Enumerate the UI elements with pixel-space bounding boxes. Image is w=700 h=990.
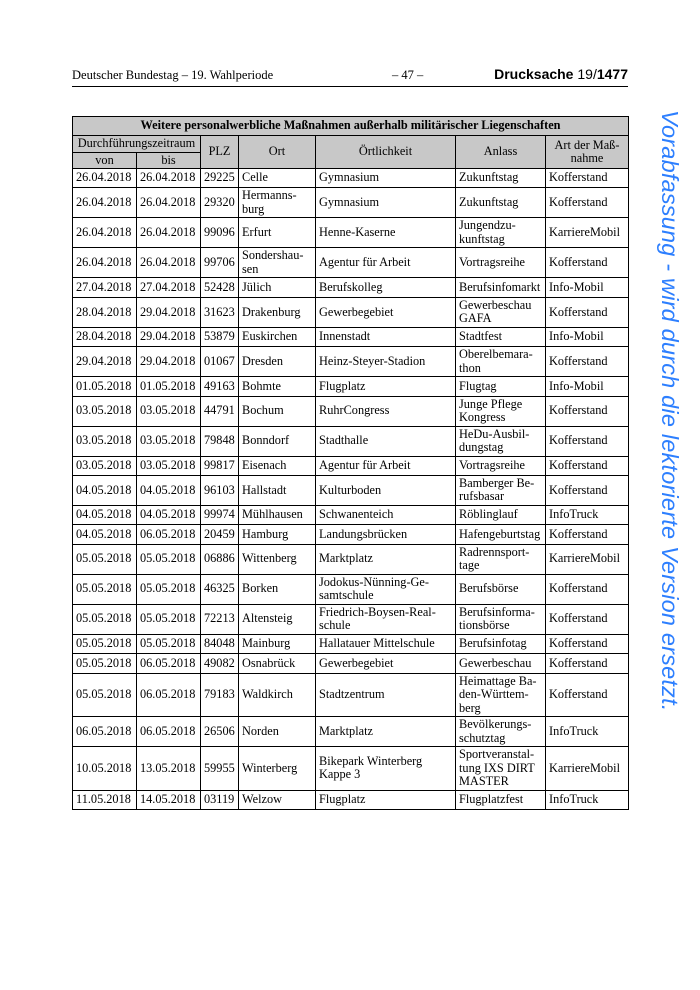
location-cell: Gewerbegebiet bbox=[316, 297, 456, 327]
plz-cell: 99706 bbox=[201, 248, 239, 278]
type-cell: Kofferstand bbox=[546, 654, 629, 673]
date-from-cell: 05.05.2018 bbox=[73, 634, 137, 653]
date-to-cell: 03.05.2018 bbox=[137, 456, 201, 475]
location-cell: Agentur für Arbeit bbox=[316, 248, 456, 278]
date-from-cell: 26.04.2018 bbox=[73, 218, 137, 248]
ort-cell: Wittenberg bbox=[239, 544, 316, 574]
date-to-cell: 03.05.2018 bbox=[137, 396, 201, 426]
table-row bbox=[73, 248, 629, 278]
table-row bbox=[73, 475, 629, 505]
type-cell: InfoTruck bbox=[546, 790, 629, 809]
table-row bbox=[73, 188, 629, 218]
plz-cell: 99974 bbox=[201, 505, 239, 524]
date-to-cell: 27.04.2018 bbox=[137, 278, 201, 297]
plz-cell: 46325 bbox=[201, 574, 239, 604]
plz-cell: 26506 bbox=[201, 717, 239, 747]
ort-cell: Bonndorf bbox=[239, 426, 316, 456]
col-header-occasion: Anlass bbox=[456, 136, 546, 169]
ort-cell: Erfurt bbox=[239, 218, 316, 248]
date-from-cell: 28.04.2018 bbox=[73, 327, 137, 346]
date-from-cell: 01.05.2018 bbox=[73, 377, 137, 396]
occasion-cell: Bamberger Be-rufsbasar bbox=[456, 475, 546, 505]
occasion-cell: Junge Pflege Kongress bbox=[456, 396, 546, 426]
type-cell: Kofferstand bbox=[546, 426, 629, 456]
date-from-cell: 26.04.2018 bbox=[73, 169, 137, 188]
header-number: 1477 bbox=[596, 66, 628, 82]
plz-cell: 96103 bbox=[201, 475, 239, 505]
date-to-cell: 05.05.2018 bbox=[137, 574, 201, 604]
table-row bbox=[73, 218, 629, 248]
type-cell: Kofferstand bbox=[546, 634, 629, 653]
occasion-cell: HeDu-Ausbil-dungstag bbox=[456, 426, 546, 456]
type-cell: Info-Mobil bbox=[546, 278, 629, 297]
date-to-cell: 05.05.2018 bbox=[137, 634, 201, 653]
type-cell: InfoTruck bbox=[546, 505, 629, 524]
ort-cell: Celle bbox=[239, 169, 316, 188]
plz-cell: 53879 bbox=[201, 327, 239, 346]
ort-cell: Winterberg bbox=[239, 747, 316, 791]
ort-cell: Bochum bbox=[239, 396, 316, 426]
ort-cell: Hallstadt bbox=[239, 475, 316, 505]
occasion-cell: Zukunftstag bbox=[456, 188, 546, 218]
occasion-cell: Stadtfest bbox=[456, 327, 546, 346]
table-row bbox=[73, 544, 629, 574]
plz-cell: 31623 bbox=[201, 297, 239, 327]
date-from-cell: 10.05.2018 bbox=[73, 747, 137, 791]
table-row bbox=[73, 377, 629, 396]
date-from-cell: 03.05.2018 bbox=[73, 456, 137, 475]
ort-cell: Hamburg bbox=[239, 525, 316, 544]
ort-cell: Drakenburg bbox=[239, 297, 316, 327]
location-cell: Marktplatz bbox=[316, 544, 456, 574]
date-to-cell: 04.05.2018 bbox=[137, 475, 201, 505]
occasion-cell: Zukunftstag bbox=[456, 169, 546, 188]
date-to-cell: 26.04.2018 bbox=[137, 169, 201, 188]
occasion-cell: Heimattage Ba-den-Württem-berg bbox=[456, 673, 546, 717]
plz-cell: 06886 bbox=[201, 544, 239, 574]
date-from-cell: 05.05.2018 bbox=[73, 604, 137, 634]
location-cell: Gymnasium bbox=[316, 169, 456, 188]
date-from-cell: 05.05.2018 bbox=[73, 673, 137, 717]
location-cell: Agentur für Arbeit bbox=[316, 456, 456, 475]
ort-cell: Waldkirch bbox=[239, 673, 316, 717]
table-row bbox=[73, 456, 629, 475]
plz-cell: 49163 bbox=[201, 377, 239, 396]
plz-cell: 72213 bbox=[201, 604, 239, 634]
date-to-cell: 05.05.2018 bbox=[137, 604, 201, 634]
table-row bbox=[73, 525, 629, 544]
location-cell: Henne-Kaserne bbox=[316, 218, 456, 248]
plz-cell: 01067 bbox=[201, 347, 239, 377]
type-cell: Kofferstand bbox=[546, 525, 629, 544]
table-row bbox=[73, 169, 629, 188]
type-cell: Kofferstand bbox=[546, 673, 629, 717]
date-from-cell: 04.05.2018 bbox=[73, 505, 137, 524]
table-row bbox=[73, 790, 629, 809]
date-to-cell: 29.04.2018 bbox=[137, 327, 201, 346]
plz-cell: 52428 bbox=[201, 278, 239, 297]
ort-cell: Mühlhausen bbox=[239, 505, 316, 524]
measures-table bbox=[72, 116, 629, 810]
type-cell: Kofferstand bbox=[546, 396, 629, 426]
plz-cell: 79848 bbox=[201, 426, 239, 456]
date-to-cell: 01.05.2018 bbox=[137, 377, 201, 396]
location-cell: Berufskolleg bbox=[316, 278, 456, 297]
date-from-cell: 26.04.2018 bbox=[73, 188, 137, 218]
plz-cell: 49082 bbox=[201, 654, 239, 673]
location-cell: Friedrich-Boysen-Real-schule bbox=[316, 604, 456, 634]
occasion-cell: Berufsinfotag bbox=[456, 634, 546, 653]
type-cell: Info-Mobil bbox=[546, 327, 629, 346]
location-cell: Innenstadt bbox=[316, 327, 456, 346]
plz-cell: 03119 bbox=[201, 790, 239, 809]
date-to-cell: 26.04.2018 bbox=[137, 188, 201, 218]
plz-cell: 59955 bbox=[201, 747, 239, 791]
col-header-ort: Ort bbox=[239, 136, 316, 169]
page-header bbox=[72, 66, 628, 86]
table-title: Weitere personalwerbliche Maßnahmen außerhalb militärischer Liegenschaften bbox=[73, 117, 629, 136]
ort-cell: Norden bbox=[239, 717, 316, 747]
date-to-cell: 04.05.2018 bbox=[137, 505, 201, 524]
plz-cell: 29225 bbox=[201, 169, 239, 188]
occasion-cell: Jungendzu-kunftstag bbox=[456, 218, 546, 248]
header-publication: Deutscher Bundestag – 19. Wahlperiode bbox=[72, 68, 274, 82]
header-period: 19/ bbox=[577, 66, 597, 82]
location-cell: Stadtzentrum bbox=[316, 673, 456, 717]
col-header-to: bis bbox=[137, 152, 201, 169]
ort-cell: Dresden bbox=[239, 347, 316, 377]
plz-cell: 99096 bbox=[201, 218, 239, 248]
type-cell: Info-Mobil bbox=[546, 377, 629, 396]
ort-cell: Euskirchen bbox=[239, 327, 316, 346]
date-from-cell: 03.05.2018 bbox=[73, 396, 137, 426]
location-cell: RuhrCongress bbox=[316, 396, 456, 426]
type-cell: Kofferstand bbox=[546, 604, 629, 634]
date-from-cell: 03.05.2018 bbox=[73, 426, 137, 456]
col-header-type: Art der Maß-nahme bbox=[546, 136, 629, 169]
location-cell: Gewerbegebiet bbox=[316, 654, 456, 673]
date-to-cell: 06.05.2018 bbox=[137, 717, 201, 747]
ort-cell: Bohmte bbox=[239, 377, 316, 396]
location-cell: Stadthalle bbox=[316, 426, 456, 456]
date-to-cell: 05.05.2018 bbox=[137, 544, 201, 574]
table-row bbox=[73, 426, 629, 456]
plz-cell: 79183 bbox=[201, 673, 239, 717]
date-from-cell: 04.05.2018 bbox=[73, 525, 137, 544]
type-cell: Kofferstand bbox=[546, 574, 629, 604]
occasion-cell: Radrennsport-tage bbox=[456, 544, 546, 574]
col-header-location: Örtlichkeit bbox=[316, 136, 456, 169]
table-body bbox=[73, 169, 629, 810]
location-cell: Hallatauer Mittelschule bbox=[316, 634, 456, 653]
occasion-cell: Flugtag bbox=[456, 377, 546, 396]
date-from-cell: 06.05.2018 bbox=[73, 717, 137, 747]
ort-cell: Sondershau-sen bbox=[239, 248, 316, 278]
table-row bbox=[73, 505, 629, 524]
location-cell: Schwanenteich bbox=[316, 505, 456, 524]
table-row bbox=[73, 347, 629, 377]
table-row bbox=[73, 278, 629, 297]
table-row bbox=[73, 327, 629, 346]
location-cell: Kulturboden bbox=[316, 475, 456, 505]
location-cell: Bikepark Winterberg Kappe 3 bbox=[316, 747, 456, 791]
occasion-cell: Vortragsreihe bbox=[456, 248, 546, 278]
col-header-from: von bbox=[73, 152, 137, 169]
type-cell: Kofferstand bbox=[546, 297, 629, 327]
date-to-cell: 06.05.2018 bbox=[137, 673, 201, 717]
date-to-cell: 03.05.2018 bbox=[137, 426, 201, 456]
date-to-cell: 26.04.2018 bbox=[137, 248, 201, 278]
date-from-cell: 04.05.2018 bbox=[73, 475, 137, 505]
table-row bbox=[73, 574, 629, 604]
occasion-cell: Bevölkerungs-schutztag bbox=[456, 717, 546, 747]
location-cell: Flugplatz bbox=[316, 790, 456, 809]
occasion-cell: Flugplatzfest bbox=[456, 790, 546, 809]
date-from-cell: 05.05.2018 bbox=[73, 654, 137, 673]
type-cell: InfoTruck bbox=[546, 717, 629, 747]
location-cell: Landungsbrücken bbox=[316, 525, 456, 544]
date-from-cell: 29.04.2018 bbox=[73, 347, 137, 377]
date-from-cell: 26.04.2018 bbox=[73, 248, 137, 278]
location-cell: Heinz-Steyer-Stadion bbox=[316, 347, 456, 377]
col-header-plz: PLZ bbox=[201, 136, 239, 169]
header-page-number: – 47 – bbox=[392, 68, 424, 82]
type-cell: Kofferstand bbox=[546, 188, 629, 218]
occasion-cell: Vortragsreihe bbox=[456, 456, 546, 475]
header-document-number bbox=[494, 66, 628, 82]
occasion-cell: Berufsinforma-tionsbörse bbox=[456, 604, 546, 634]
date-from-cell: 05.05.2018 bbox=[73, 574, 137, 604]
date-to-cell: 29.04.2018 bbox=[137, 297, 201, 327]
type-cell: KarriereMobil bbox=[546, 544, 629, 574]
header-rule bbox=[72, 86, 628, 87]
table-row bbox=[73, 297, 629, 327]
ort-cell: Osnabrück bbox=[239, 654, 316, 673]
plz-cell: 29320 bbox=[201, 188, 239, 218]
ort-cell: Altensteig bbox=[239, 604, 316, 634]
type-cell: KarriereMobil bbox=[546, 747, 629, 791]
table-row bbox=[73, 654, 629, 673]
ort-cell: Eisenach bbox=[239, 456, 316, 475]
table-row bbox=[73, 747, 629, 791]
table-row bbox=[73, 717, 629, 747]
table-row bbox=[73, 673, 629, 717]
occasion-cell: Röblinglauf bbox=[456, 505, 546, 524]
plz-cell: 84048 bbox=[201, 634, 239, 653]
date-to-cell: 29.04.2018 bbox=[137, 347, 201, 377]
date-to-cell: 26.04.2018 bbox=[137, 218, 201, 248]
table-row bbox=[73, 396, 629, 426]
occasion-cell: Hafengeburtstag bbox=[456, 525, 546, 544]
table-row bbox=[73, 604, 629, 634]
date-from-cell: 27.04.2018 bbox=[73, 278, 137, 297]
plz-cell: 44791 bbox=[201, 396, 239, 426]
occasion-cell: Berufsbörse bbox=[456, 574, 546, 604]
date-to-cell: 06.05.2018 bbox=[137, 525, 201, 544]
ort-cell: Borken bbox=[239, 574, 316, 604]
plz-cell: 20459 bbox=[201, 525, 239, 544]
type-cell: Kofferstand bbox=[546, 456, 629, 475]
location-cell: Flugplatz bbox=[316, 377, 456, 396]
occasion-cell: Sportveranstal-tung IXS DIRT MASTER bbox=[456, 747, 546, 791]
header-document-label: Drucksache bbox=[494, 66, 574, 82]
occasion-cell: Gewerbeschau bbox=[456, 654, 546, 673]
date-from-cell: 28.04.2018 bbox=[73, 297, 137, 327]
occasion-cell: Gewerbeschau GAFA bbox=[456, 297, 546, 327]
type-cell: KarriereMobil bbox=[546, 218, 629, 248]
date-to-cell: 13.05.2018 bbox=[137, 747, 201, 791]
ort-cell: Jülich bbox=[239, 278, 316, 297]
plz-cell: 99817 bbox=[201, 456, 239, 475]
draft-watermark: Vorabfassung - wird durch die lektorierte Version ersetzt. bbox=[657, 110, 683, 712]
location-cell: Marktplatz bbox=[316, 717, 456, 747]
occasion-cell: Berufsinfomarkt bbox=[456, 278, 546, 297]
location-cell: Jodokus-Nünning-Ge-samtschule bbox=[316, 574, 456, 604]
ort-cell: Mainburg bbox=[239, 634, 316, 653]
date-to-cell: 14.05.2018 bbox=[137, 790, 201, 809]
date-from-cell: 11.05.2018 bbox=[73, 790, 137, 809]
type-cell: Kofferstand bbox=[546, 347, 629, 377]
type-cell: Kofferstand bbox=[546, 475, 629, 505]
date-from-cell: 05.05.2018 bbox=[73, 544, 137, 574]
type-cell: Kofferstand bbox=[546, 169, 629, 188]
location-cell: Gymnasium bbox=[316, 188, 456, 218]
date-to-cell: 06.05.2018 bbox=[137, 654, 201, 673]
ort-cell: Welzow bbox=[239, 790, 316, 809]
occasion-cell: Oberelbemara-thon bbox=[456, 347, 546, 377]
col-header-period: Durchführungszeitraum bbox=[73, 136, 201, 153]
ort-cell: Hermanns-burg bbox=[239, 188, 316, 218]
table-row bbox=[73, 634, 629, 653]
type-cell: Kofferstand bbox=[546, 248, 629, 278]
